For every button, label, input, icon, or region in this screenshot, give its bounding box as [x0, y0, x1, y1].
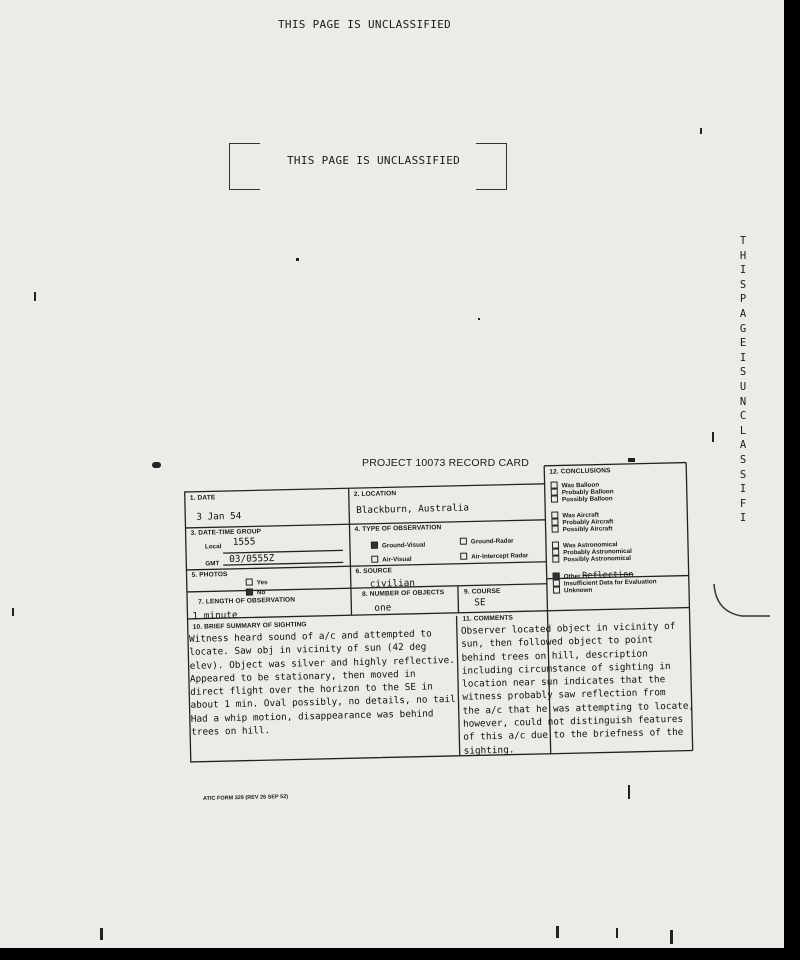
label-date-time-group: 3. DATE-TIME GROUP [190, 528, 262, 537]
option-ground-radar: Ground-Radar [460, 537, 514, 546]
label-date: 1. DATE [189, 494, 216, 502]
bracket-left [229, 143, 260, 190]
label-gmt: GMT [205, 560, 220, 568]
label-comments: 11. COMMENTS [462, 614, 514, 623]
label-length-of-observation: 7. LENGTH OF OBSERVATION [198, 596, 296, 606]
value-gmt: 03/0555Z [229, 552, 275, 565]
conclusion-probably-balloon: Probably Balloon [551, 487, 614, 496]
conclusion-was-astronomical: Was Astronomical [552, 540, 618, 549]
value-length: 1 minute [192, 609, 238, 622]
label-brief-summary: 10. BRIEF SUMMARY OF SIGHTING [192, 621, 307, 631]
label-conclusions: 12. CONCLUSIONS [549, 467, 611, 476]
conclusion-other: Other Reflection [553, 571, 634, 581]
option-photos-no: No [246, 588, 266, 596]
stamp-classification-header: THIS PAGE IS UNCLASSIFIED [287, 154, 461, 167]
label-number-of-objects: 8. NUMBER OF OBJECTS [361, 589, 445, 598]
record-card-title: PROJECT 10073 RECORD CARD [362, 457, 530, 469]
value-location: Blackburn, Australia [356, 502, 470, 517]
side-bracket [712, 582, 772, 622]
comments-text: Observer located object in vicinity of sun, then followed object to point behind trees on hill, description including circumstance of sighting in location near sun indicates that the witness probably saw reflection from the a/c that he was attempting to locate, however, could not distinguish features of this a/c due to the briefness of the sighting. [460, 620, 695, 757]
label-local: Local [204, 543, 222, 551]
checkbox-photos-yes [246, 578, 253, 585]
conclusion-possibly-balloon: Possibly Balloon [551, 494, 613, 503]
value-source: civilian [369, 577, 416, 590]
record-card [183, 450, 705, 792]
conclusion-possibly-astronomical: Possibly Astronomical [552, 554, 631, 564]
conclusion-probably-aircraft: Probably Aircraft [551, 517, 613, 526]
bracket-right [476, 143, 507, 190]
value-date: 3 Jan 54 [196, 510, 242, 523]
label-location: 2. LOCATION [353, 490, 397, 499]
checkbox-photos-no [246, 588, 253, 595]
option-photos-yes: Yes [246, 578, 268, 586]
option-ground-visual: Ground-Visual [371, 541, 425, 550]
label-type-of-observation: 4. TYPE OF OBSERVATION [354, 524, 442, 534]
conclusion-was-balloon: Was Balloon [551, 481, 600, 490]
checkbox-air-intercept-radar [460, 553, 467, 560]
checkbox-ground-radar [460, 538, 467, 545]
value-number-of-objects: one [374, 602, 392, 614]
value-local: 1555 [232, 536, 256, 548]
option-air-intercept-radar: Air-Intercept Radar [460, 551, 528, 561]
form-number-footer: ATIC FORM 329 (REV 26 SEP 52) [202, 794, 289, 802]
side-classification-text: T H I S P A G E I S U N C L A S S I F I [739, 235, 747, 525]
conclusion-unknown: Unknown [553, 586, 593, 595]
conclusion-possibly-aircraft: Possibly Aircraft [552, 524, 613, 533]
label-photos: 5. PHOTOS [191, 571, 228, 579]
label-source: 6. SOURCE [355, 567, 393, 576]
checkbox-ground-visual [371, 542, 378, 549]
label-course: 9. COURSE [463, 587, 501, 596]
conclusion-was-aircraft: Was Aircraft [551, 511, 599, 520]
summary-text: Witness heard sound of a/c and attempted to locate. Saw obj in vicinity of sun (42 deg elev). Object was silver and highly reflective. Appeared to be stationary, then moved in direct flight over the horizon to the SE in about 1 min. Oval possibly, no details, no tail Had a whip motion, disappearance was behind trees on hill. [188, 628, 456, 738]
conclusion-probably-astronomical: Probably Astronomical [552, 547, 632, 557]
option-air-visual: Air-Visual [371, 555, 411, 564]
top-classification-header: THIS PAGE IS UNCLASSIFIED [278, 18, 452, 31]
conclusion-insufficient-data: Insufficient Data for Evaluation [553, 577, 657, 587]
value-course: SE [474, 597, 486, 609]
checkbox-air-visual [371, 556, 378, 563]
